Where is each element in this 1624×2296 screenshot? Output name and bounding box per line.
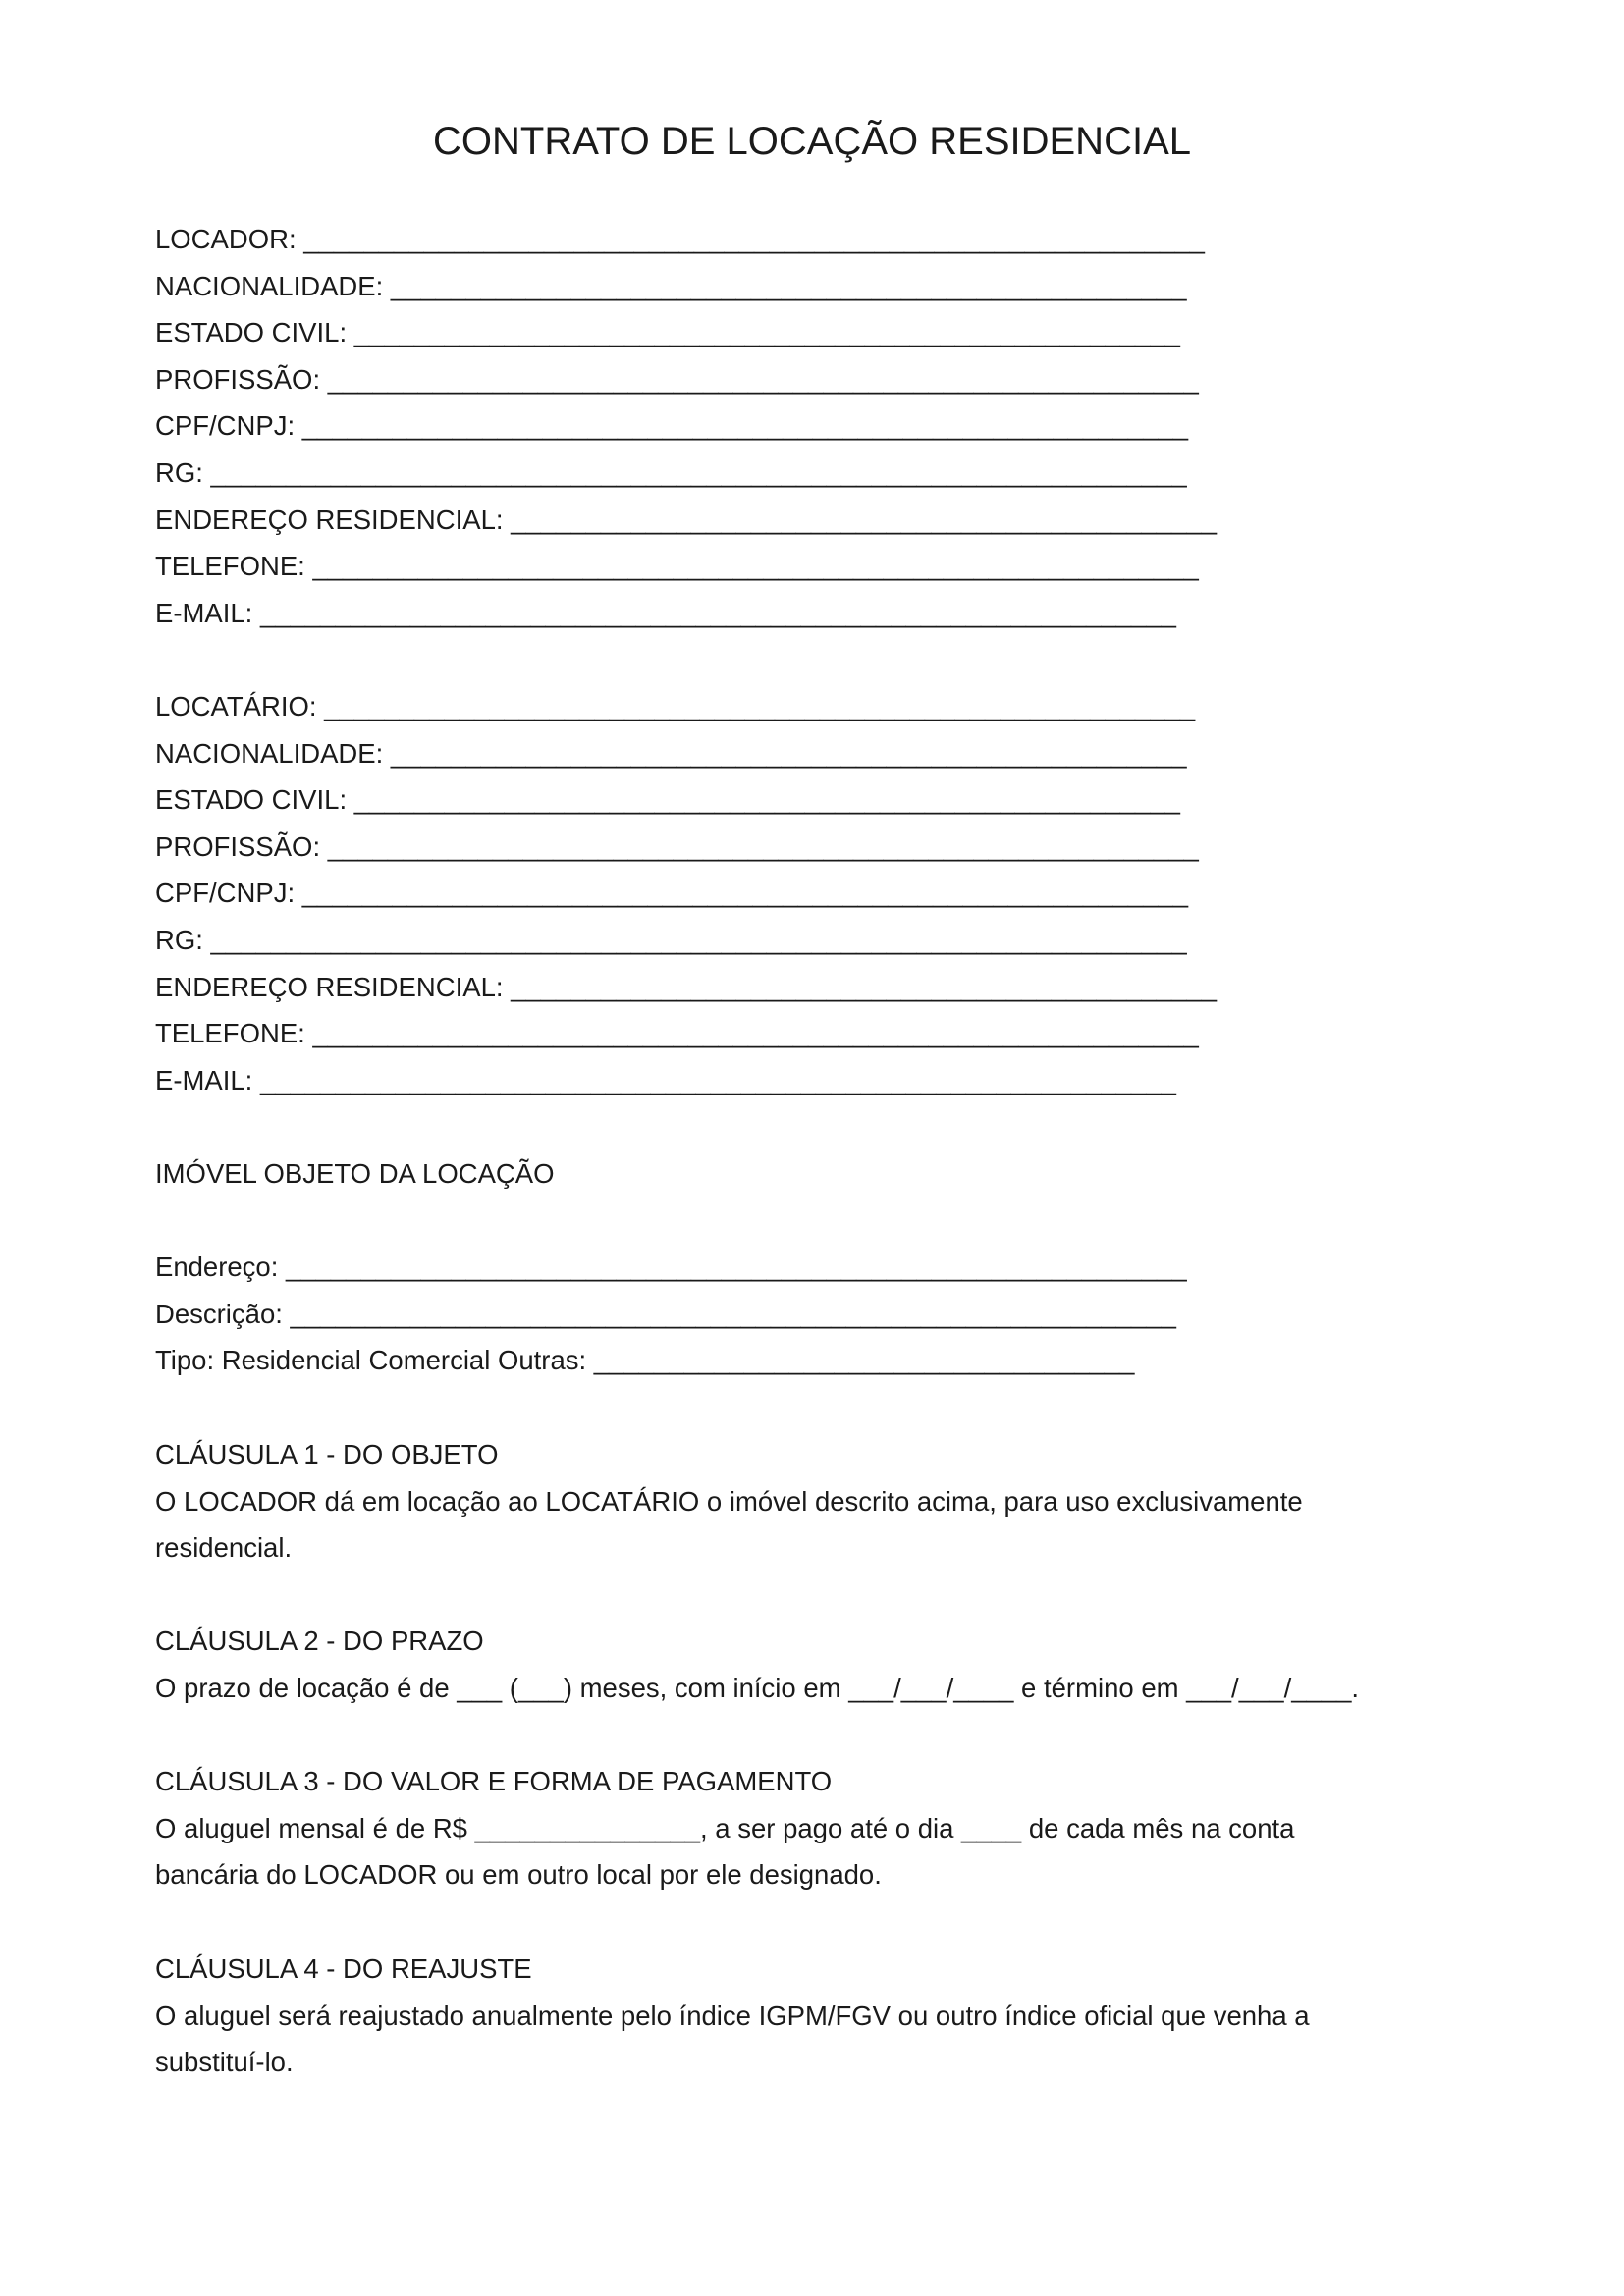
imovel-description-field: Descrição: ___________________________________________________________ bbox=[155, 1298, 1176, 1329]
locador-phone-field: TELEFONE: ___________________________________________________________ bbox=[155, 551, 1199, 582]
locatario-profession-field: PROFISSÃO: __________________________________________________________ bbox=[155, 830, 1199, 862]
locatario-email-field: E-MAIL: _____________________________________________________________ bbox=[155, 1064, 1176, 1095]
imovel-heading-block bbox=[155, 1150, 1471, 1198]
clause-3 bbox=[155, 1758, 1471, 1898]
clause-2 bbox=[155, 1618, 1471, 1711]
locador-profession-field: PROFISSÃO: __________________________________________________________ bbox=[155, 363, 1199, 395]
locador-name-field: LOCADOR: ____________________________________________________________ bbox=[155, 224, 1205, 254]
locador-address-field: ENDEREÇO RESIDENCIAL: _______________________________________________ bbox=[155, 504, 1217, 535]
locatario-name-field: LOCATÁRIO: __________________________________________________________ bbox=[155, 691, 1196, 721]
locador-email-field: E-MAIL: _____________________________________________________________ bbox=[155, 597, 1176, 628]
locatario-address-field: ENDEREÇO RESIDENCIAL: _______________________________________________ bbox=[155, 971, 1217, 1002]
locatario-rg-field: RG: _________________________________________________________________ bbox=[155, 924, 1187, 955]
document-title: CONTRATO DE LOCAÇÃO RESIDENCIAL bbox=[433, 120, 1191, 163]
clause-4-text: O aluguel será reajustado anualmente pelo índice IGPM/FGV ou outro índice oficial que venha a substituí-lo. bbox=[155, 2000, 1310, 2078]
locatario-phone-field: TELEFONE: ___________________________________________________________ bbox=[155, 1018, 1199, 1049]
locador-marital-status-field: ESTADO CIVIL: _______________________________________________________ bbox=[155, 317, 1180, 348]
clause-3-heading: CLÁUSULA 3 - DO VALOR E FORMA DE PAGAMENTO bbox=[155, 1766, 833, 1796]
imovel-heading: IMÓVEL OBJETO DA LOCAÇÃO bbox=[155, 1158, 555, 1189]
locador-rg-field: RG: _________________________________________________________________ bbox=[155, 456, 1187, 488]
clause-4 bbox=[155, 1946, 1471, 2086]
imovel-type-field: Tipo: Residencial Comercial Outras: ____________________________________ bbox=[155, 1345, 1135, 1376]
clause-2-text: O prazo de locação é de ___ (___) meses, com início em ___/___/____ e término em ___/___/____. bbox=[155, 1672, 1360, 1703]
locatario-cpf-cnpj-field: CPF/CNPJ: ___________________________________________________________ bbox=[155, 878, 1189, 909]
locatario-section bbox=[155, 683, 1471, 1103]
clause-2-heading: CLÁUSULA 2 - DO PRAZO bbox=[155, 1626, 484, 1656]
clause-1-text: O LOCADOR dá em locação ao LOCATÁRIO o imóvel descrito acima, para uso exclusivamente residencial. bbox=[155, 1485, 1303, 1564]
locador-nationality-field: NACIONALIDADE: _____________________________________________________ bbox=[155, 270, 1187, 301]
clause-4-heading: CLÁUSULA 4 - DO REAJUSTE bbox=[155, 1953, 532, 1984]
clause-1 bbox=[155, 1431, 1471, 1572]
imovel-address-field: Endereço: ____________________________________________________________ bbox=[155, 1252, 1187, 1282]
locatario-nationality-field: NACIONALIDADE: _____________________________________________________ bbox=[155, 737, 1187, 769]
locador-section bbox=[155, 216, 1471, 636]
imovel-section bbox=[155, 1244, 1471, 1384]
clause-1-heading: CLÁUSULA 1 - DO OBJETO bbox=[155, 1439, 499, 1469]
locatario-marital-status-field: ESTADO CIVIL: _______________________________________________________ bbox=[155, 784, 1180, 816]
clause-3-text: O aluguel mensal é de R$ _______________, a ser pago até o dia ____ de cada mês na conta bancária do LOCADOR ou em outro local por ele designado. bbox=[155, 1812, 1295, 1891]
locador-cpf-cnpj-field: CPF/CNPJ: ___________________________________________________________ bbox=[155, 410, 1189, 442]
